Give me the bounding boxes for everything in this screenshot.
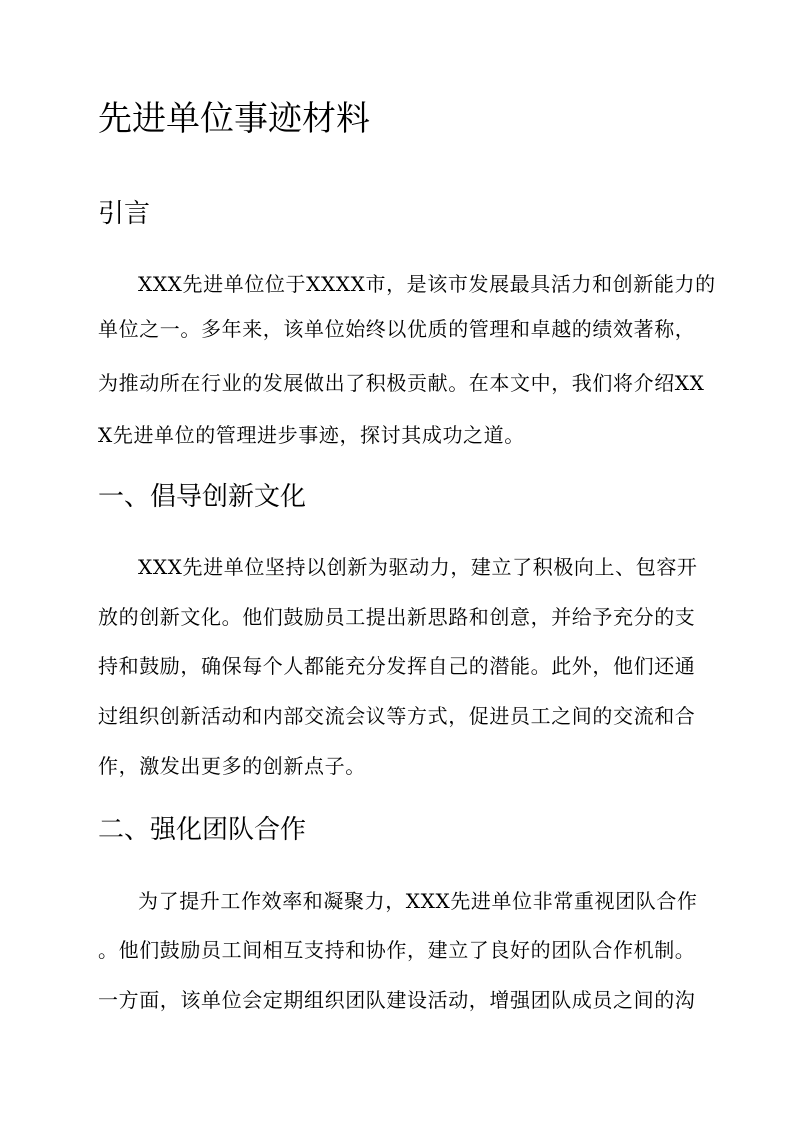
innovation-line-4: 过组织创新活动和内部交流会议等方式，促进员工之间的交流和合 xyxy=(98,704,696,728)
section-heading-teamwork: 二、强化团队合作 xyxy=(98,815,307,845)
intro-line-3: 为推动所在行业的发展做出了积极贡献。在本文中，我们将介绍XX xyxy=(98,371,705,395)
intro-line-2: 单位之一。多年来，该单位始终以优质的管理和卓越的绩效著称， xyxy=(98,317,696,341)
teamwork-line-2: 。他们鼓励员工间相互支持和协作，建立了良好的团队合作机制。 xyxy=(98,938,696,962)
innovation-line-3: 持和鼓励，确保每个人都能充分发挥自己的潜能。此外，他们还通 xyxy=(98,654,696,678)
section-heading-introduction: 引言 xyxy=(98,199,151,229)
teamwork-line-3: 一方面，该单位会定期组织团队建设活动，增强团队成员之间的沟 xyxy=(98,988,696,1012)
intro-line-1: XXX先进单位位于XXXX市，是该市发展最具活力和创新能力的 xyxy=(138,272,716,296)
intro-line-4: X先进单位的管理进步事迹，探讨其成功之道。 xyxy=(98,423,525,447)
innovation-line-5: 作，激发出更多的创新点子。 xyxy=(98,754,366,778)
innovation-line-2: 放的创新文化。他们鼓励员工提出新思路和创意，并给予充分的支 xyxy=(98,605,696,629)
document-title: 先进单位事迹材料 xyxy=(98,99,370,139)
innovation-line-1: XXX先进单位坚持以创新为驱动力，建立了积极向上、包容开 xyxy=(138,555,698,579)
teamwork-line-1: 为了提升工作效率和凝聚力，XXX先进单位非常重视团队合作 xyxy=(138,889,698,913)
section-heading-innovation-culture: 一、倡导创新文化 xyxy=(98,482,307,512)
